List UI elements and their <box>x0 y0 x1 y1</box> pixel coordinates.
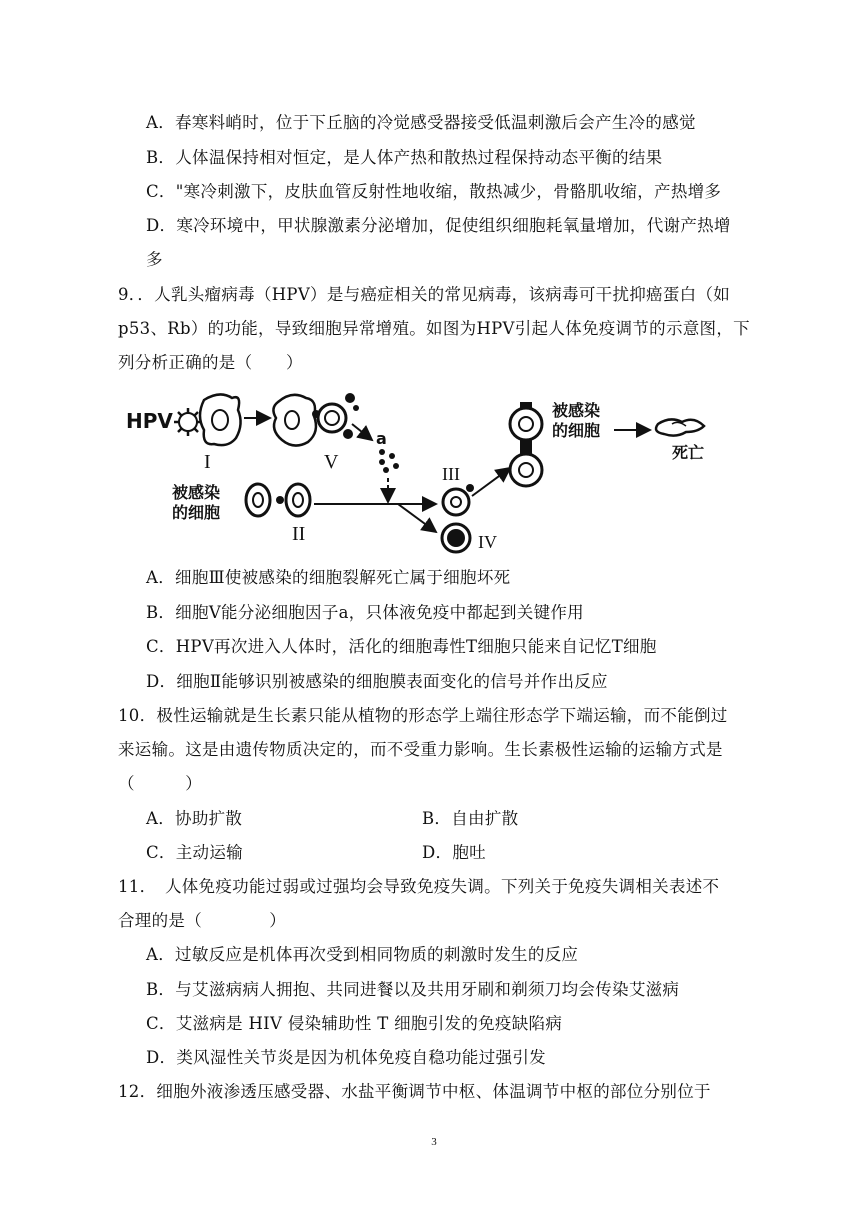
q8-option-b: B．人体温保持相对恒定，是人体产热和散热过程保持动态平衡的结果 <box>146 148 663 167</box>
q10-option-b: B．自由扩散 <box>422 809 519 828</box>
q10-stem-line-2: 来运输。这是由遗传物质决定的，而不受重力影响。生长素极性运输的运输方式是 <box>118 740 723 759</box>
dead-cell-icon <box>656 419 704 435</box>
q9-option-b: B．细胞Ⅴ能分泌细胞因子a，只体液免疫中都起到关键作用 <box>146 603 584 622</box>
q10-option-d: D．胞吐 <box>422 843 486 862</box>
q8-option-a: A．春寒料峭时，位于下丘脑的冷觉感受器接受低温刺激后会产生冷的感觉 <box>146 113 696 132</box>
q9-stem-line-1: 9．．人乳头瘤病毒（HPV）是与癌症相关的常见病毒，该病毒可干扰抑癌蛋白（如 <box>118 285 731 304</box>
infected-cell-label-right-2: 的细胞 <box>552 421 601 440</box>
infected-cell-label-left-2: 的细胞 <box>172 503 221 522</box>
page-number: 3 <box>431 1136 437 1148</box>
hpv-immune-diagram <box>120 380 720 560</box>
q11-option-c: C．艾滋病是 HIV 侵染辅助性 T 细胞引发的免疫缺陷病 <box>146 1014 563 1033</box>
q9-option-c: C．HPV再次进入人体时，活化的细胞毒性T细胞只能来自记忆T细胞 <box>146 637 657 656</box>
q11-option-d: D．类风湿性关节炎是因为机体免疫自稳功能过强引发 <box>146 1048 546 1067</box>
label-ii: II <box>292 523 306 545</box>
label-iv: IV <box>478 532 497 552</box>
q10-stem-line-3: （ ） <box>118 774 202 793</box>
q11-stem-line-2: 合理的是（ ） <box>118 911 286 930</box>
cell-ii-pair-icon <box>246 484 310 516</box>
q9-option-a: A．细胞Ⅲ使被感染的细胞裂解死亡属于细胞坏死 <box>146 568 511 587</box>
label-i: I <box>204 451 211 473</box>
q8-option-d-continued: 多 <box>146 250 163 269</box>
cell-iii-icon <box>443 484 474 515</box>
q12-stem-line-1: 12．细胞外液渗透压感受器、水盐平衡调节中枢、体温调节中枢的部位分别位于 <box>118 1082 711 1101</box>
q9-stem-line-2: p53、Rb）的功能，导致细胞异常增殖。如图为HPV引起人体免疫调节的示意图，下 <box>118 319 750 338</box>
q11-option-b: B．与艾滋病病人拥抱、共同进餐以及共用牙刷和剃须刀均会传染艾滋病 <box>146 980 680 999</box>
label-a: a <box>376 429 387 448</box>
cytokine-a-dots <box>379 449 399 473</box>
q10-stem-line-1: 10．极性运输就是生长素只能从植物的形态学上端往形态学下端运输，而不能倒过 <box>118 706 728 725</box>
infected-cell-label-right-1: 被感染 <box>552 401 601 420</box>
hpv-virus-icon <box>174 408 202 436</box>
q10-option-a: A．协助扩散 <box>146 809 243 828</box>
hpv-label: HPV <box>126 409 173 433</box>
cytotoxic-t-binding-icon <box>510 402 542 486</box>
label-v: V <box>324 451 339 473</box>
q9-stem-line-3: 列分析正确的是（ ） <box>118 353 303 372</box>
infected-cell-label-left-1: 被感染 <box>172 483 221 502</box>
q11-option-a: A．过敏反应是机体再次受到相同物质的刺激时发生的反应 <box>146 945 579 964</box>
q11-stem-line-1: 11． 人体免疫功能过弱或过强均会导致免疫失调。下列关于免疫失调相关表述不 <box>118 877 720 896</box>
q10-option-c: C．主动运输 <box>146 843 243 862</box>
cell-v-icon <box>312 393 359 439</box>
cell-iv-icon <box>442 524 470 552</box>
label-iii: III <box>442 464 460 484</box>
death-label: 死亡 <box>672 443 705 462</box>
q8-option-d: D．寒冷环境中，甲状腺激素分泌增加，促使组织细胞耗氧量增加，代谢产热增 <box>146 216 731 235</box>
q8-option-c: C．"寒冷刺激下，皮肤血管反射性地收缩，散热减少，骨骼肌收缩，产热增多 <box>146 182 722 201</box>
q9-option-d: D．细胞Ⅱ能够识别被感染的细胞膜表面变化的信号并作出反应 <box>146 672 608 691</box>
